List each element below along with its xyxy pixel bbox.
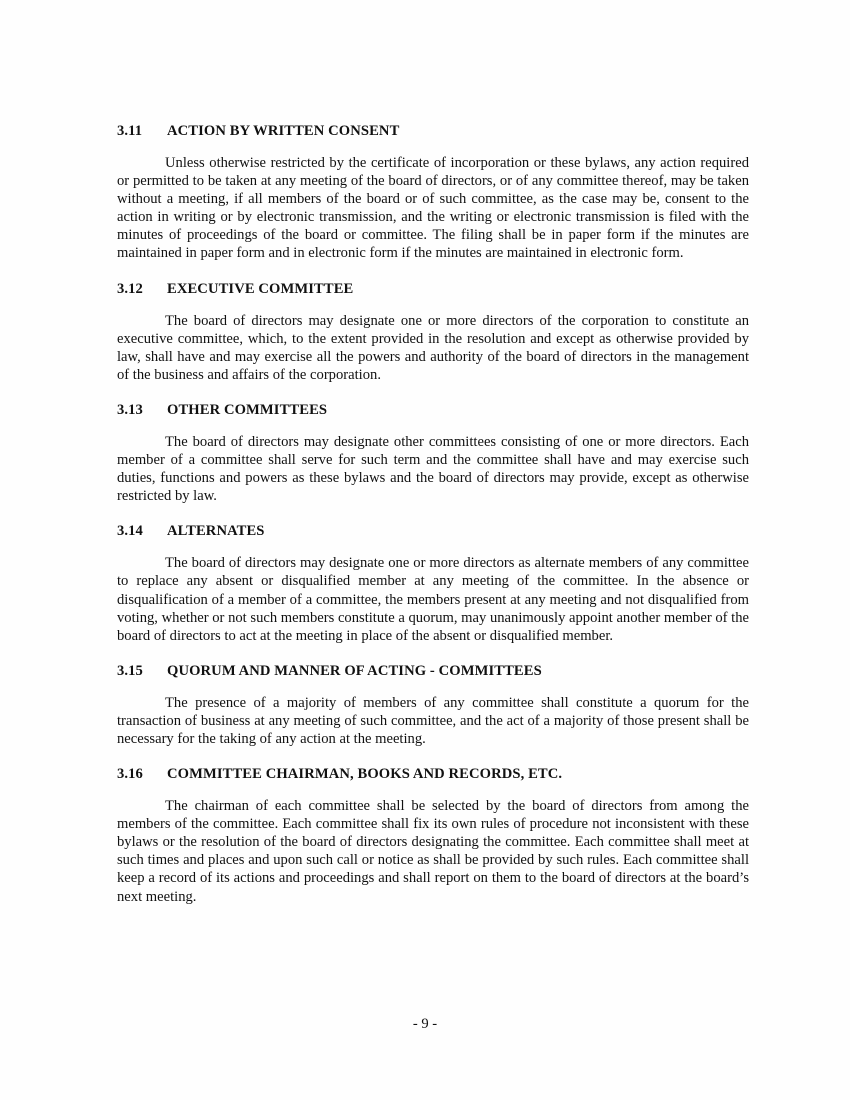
section-3-13 xyxy=(117,401,749,505)
section-title: COMMITTEE CHAIRMAN, BOOKS AND RECORDS, ETC. xyxy=(167,766,563,783)
section-heading xyxy=(117,522,749,540)
section-number: 3.15 xyxy=(117,662,143,679)
section-3-16 xyxy=(117,765,749,906)
section-3-11 xyxy=(117,122,749,263)
section-body: The chairman of each committee shall be selected by the board of directors from among the members of the committee. Each committee shall fix its own rules of procedure not inconsistent with these bylaws or the resolution of the board of directors designating the committee. Each committee shall meet at such times and places and upon such call or notice as shall be provided by such rules. Each committee shall keep a record of its actions and proceedings and shall report on them to the board of directors at the board’s next meeting. xyxy=(117,798,749,905)
section-heading xyxy=(117,401,749,419)
section-title: ALTERNATES xyxy=(167,523,265,540)
section-title: OTHER COMMITTEES xyxy=(167,401,328,418)
section-title: QUORUM AND MANNER OF ACTING - COMMITTEES xyxy=(167,662,542,679)
section-body: The board of directors may designate other committees consisting of one or more directors. Each member of a committee shall serve for such term and the committee shall have and may exercise such duties, functions and powers as these bylaws and the board of directors may provide, except as otherwise restricted by law. xyxy=(117,433,749,505)
section-3-15 xyxy=(117,662,749,748)
section-number: 3.13 xyxy=(117,401,143,418)
section-body: The presence of a majority of members of any committee shall constitute a quorum for the transaction of business at any meeting of such committee, and the act of a majority of those present shall be necessary for the taking of any action at the meeting. xyxy=(117,694,749,747)
section-title: ACTION BY WRITTEN CONSENT xyxy=(167,123,400,139)
section-3-12 xyxy=(117,280,749,384)
page-number: - 9 - xyxy=(412,1016,438,1032)
section-number: 3.12 xyxy=(117,280,143,297)
section-body: Unless otherwise restricted by the certificate of incorporation or these bylaws, any action required or permitted to be taken at any meeting of the board of directors, or of any committee thereof, may be taken without a meeting, if all members of the board or of such committee, as the case may be, consent to the action in writing or by electronic transmission, and the writing or electronic transmission is filed with the minutes of proceedings of the board or committee. The filing shall be in paper form if the minutes are maintained in paper form and in electronic form if the minutes are maintained in electronic form. xyxy=(117,155,749,262)
section-heading xyxy=(117,765,749,783)
section-body: The board of directors may designate one or more directors of the corporation to constitute an executive committee, which, to the extent provided in the resolution and except as otherwise provided by law, shall have and may exercise all the powers and authority of the board of directors in the management of the business and affairs of the corporation. xyxy=(117,312,749,383)
section-title: EXECUTIVE COMMITTEE xyxy=(167,280,354,297)
section-3-14 xyxy=(117,522,749,644)
section-heading xyxy=(117,662,749,680)
section-heading xyxy=(117,280,749,298)
section-heading xyxy=(117,122,749,140)
bylaws-content xyxy=(117,122,749,923)
section-number: 3.14 xyxy=(117,523,143,540)
section-number: 3.11 xyxy=(117,123,143,139)
section-body: The board of directors may designate one or more directors as alternate members of any committee to replace any absent or disqualified member at any meeting of the committee. In the absence or disqualification of a member of a committee, the members present at any meeting and not disqualified from voting, whether or not such members constitute a quorum, may unanimously appoint another member of the board of directors to act at the meeting in place of the absent or disqualified member. xyxy=(117,555,749,644)
section-number: 3.16 xyxy=(117,766,143,783)
